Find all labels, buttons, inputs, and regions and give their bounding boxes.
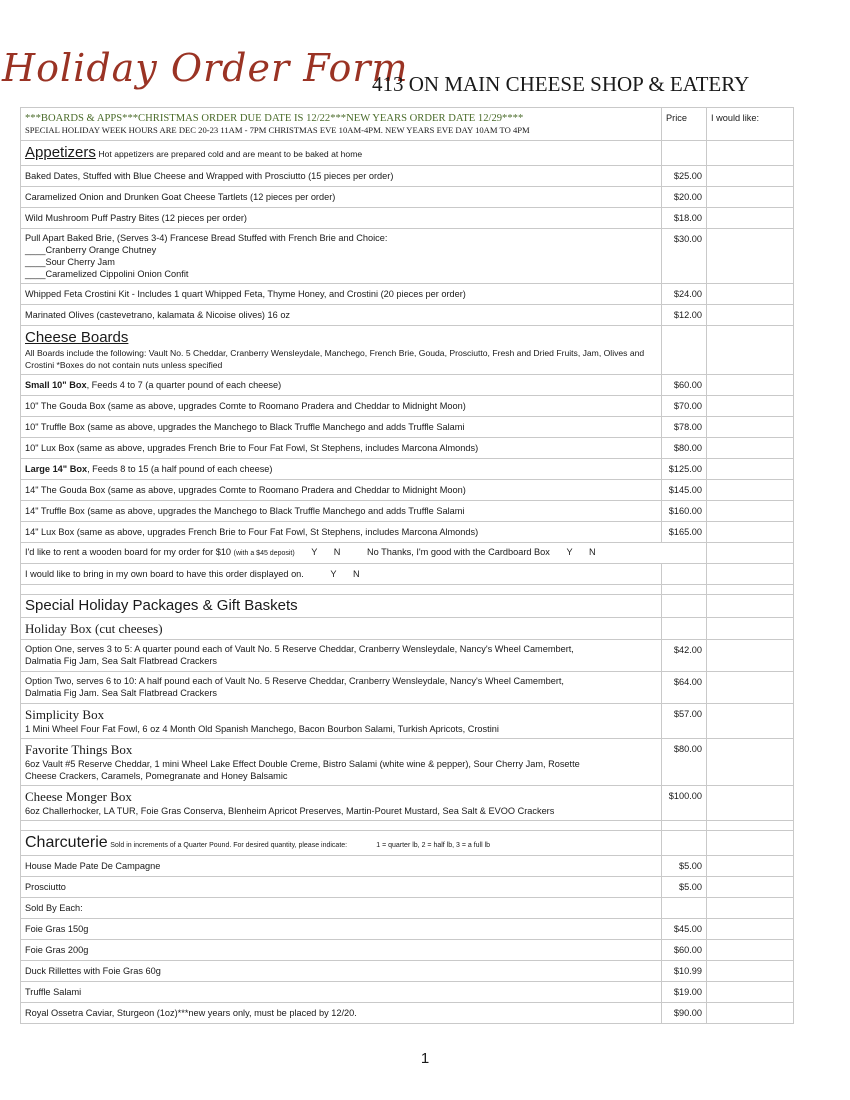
quantity-cell[interactable] [707,284,794,305]
own-board-text: I would like to bring in my own board to have this order displayed on. [25,569,304,579]
table-row [21,877,794,898]
item-price: $145.00 [662,480,707,501]
own-board-row [21,564,794,585]
holiday-box-header-row [21,618,794,640]
quantity-cell[interactable] [707,877,794,898]
item-desc: Marinated Olives (castevetrano, kalamata & Nicoise olives) 16 oz [21,305,662,326]
box-line: 6oz Vault #5 Reserve Cheddar, 1 mini Wheel Lake Effect Double Creme, Bistro Salami (white wine & pepper), Sour Cherry Jam, Rosette [25,759,580,769]
item-desc: Duck Rillettes with Foie Gras 60g [21,961,662,982]
table-row [21,898,794,919]
quantity-cell[interactable] [707,961,794,982]
banner-cell [21,108,662,141]
table-row [21,305,794,326]
table-row [21,704,794,739]
rent-yes-option[interactable]: Y [311,547,318,557]
item-desc: Royal Ossetra Caviar, Sturgeon (1oz)***new years only, must be placed by 12/20. [21,1003,662,1024]
small-box-detail: , Feeds 4 to 7 (a quarter pound of each cheese) [86,380,282,390]
item-price: $80.00 [662,438,707,459]
item-desc: Sold By Each: [21,898,662,919]
cheese-boards-title: Cheese Boards [25,329,129,346]
brie-desc [21,229,662,284]
banner-row [21,108,794,141]
spacer-row [21,585,794,595]
item-desc: 10" The Gouda Box (same as above, upgrades Comte to Roomano Pradera and Cheddar to Midnight Moon) [21,396,662,417]
own-yes-option[interactable]: Y [330,569,337,579]
quantity-cell[interactable] [707,564,794,585]
table-row [21,417,794,438]
item-desc: Whipped Feta Crostini Kit - Includes 1 quart Whipped Feta, Thyme Honey, and Crostini (20 pieces per order) [21,284,662,305]
item-price: $80.00 [662,739,707,786]
price-header: Price [662,108,707,141]
table-row [21,438,794,459]
table-row [21,396,794,417]
item-price: $5.00 [662,877,707,898]
quantity-cell[interactable] [707,417,794,438]
table-row [21,982,794,1003]
item-price: $18.00 [662,208,707,229]
item-price: $20.00 [662,187,707,208]
item-price: $57.00 [662,704,707,739]
box-title: Cheese Monger Box [25,789,132,804]
table-row [21,1003,794,1024]
quantity-cell[interactable] [707,982,794,1003]
spacer-row [21,821,794,831]
box-line: 1 Mini Wheel Four Fat Fowl, 6 oz 4 Month Old Spanish Manchego, Bacon Bourbon Salami, Turkish Apricots, Crostini [25,724,499,734]
page-number: 1 [420,1050,430,1067]
table-row [21,229,794,284]
quantity-cell[interactable] [707,940,794,961]
box-desc [21,739,662,786]
option-line: Dalmatia Fig Jam, Sea Salt Flatbread Crackers [25,656,217,666]
cardboard-yes-option[interactable]: Y [566,547,573,557]
quantity-cell[interactable] [707,543,794,564]
charcuterie-note: Sold in increments of a Quarter Pound. For desired quantity, please indicate: [110,842,348,849]
quantity-cell[interactable] [707,480,794,501]
item-price: $60.00 [662,375,707,396]
item-desc: 14" The Gouda Box (same as above, upgrades Comte to Roomano Pradera and Cheddar to Midnight Moon) [21,480,662,501]
item-price: $160.00 [662,501,707,522]
table-row [21,940,794,961]
item-desc: Wild Mushroom Puff Pastry Bites (12 pieces per order) [21,208,662,229]
item-desc: Truffle Salami [21,982,662,1003]
option-desc [21,640,662,672]
quantity-cell[interactable] [707,438,794,459]
option-line: Option Two, serves 6 to 10: A half pound each of Vault No. 5 Reserve Cheddar, Cranberry Wensleydale, Nancy's Wheel Camembert, [25,676,564,686]
item-desc: Baked Dates, Stuffed with Blue Cheese and Wrapped with Prosciutto (15 pieces per order) [21,166,662,187]
quantity-cell[interactable] [707,786,794,821]
packages-header-row [21,595,794,618]
table-row [21,856,794,877]
quantity-cell[interactable] [707,640,794,672]
quantity-cell[interactable] [707,704,794,739]
item-desc: 14" Truffle Box (same as above, upgrades the Manchego to Black Truffle Manchego and adds Truffle Salami [21,501,662,522]
large-box-name: Large 14" Box [25,464,88,474]
item-price: $19.00 [662,982,707,1003]
table-row [21,672,794,704]
brie-option: ____Caramelized Cippolini Onion Confit [25,269,189,279]
item-price: $90.00 [662,1003,707,1024]
item-price: $42.00 [662,640,707,672]
shop-name: 413 ON MAIN CHEESE SHOP & EATERY [372,72,750,96]
want-header: I would like: [707,108,794,141]
box-line: 6oz Challerhocker, LA TUR, Foie Gras Conserva, Blenheim Apricot Preserves, Martin-Pouret Mustard, Sea Salt & EVOO Crackers [25,806,555,816]
item-desc: 10" Truffle Box (same as above, upgrades the Manchego to Black Truffle Manchego and adds Truffle Salami [21,417,662,438]
item-price: $10.99 [662,961,707,982]
item-desc: Caramelized Onion and Drunken Goat Cheese Tartlets (12 pieces per order) [21,187,662,208]
table-row [21,786,794,821]
script-title: Holiday Order Form [2,46,409,90]
rent-no-option[interactable]: N [333,547,341,557]
table-row [21,919,794,940]
quantity-cell[interactable] [707,375,794,396]
quantity-cell[interactable] [707,739,794,786]
own-no-option[interactable]: N [352,569,360,579]
appetizers-header-row [21,141,794,166]
table-row [21,739,794,786]
table-row [21,375,794,396]
quantity-cell[interactable] [707,396,794,417]
option-desc [21,672,662,704]
item-desc: House Made Pate De Campagne [21,856,662,877]
table-row [21,187,794,208]
due-date-banner: ***BOARDS & APPS***CHRISTMAS ORDER DUE DATE IS 12/22***NEW YEARS ORDER DATE 12/29**** [25,113,524,124]
item-desc: Prosciutto [21,877,662,898]
packages-title: Special Holiday Packages & Gift Baskets [25,597,298,614]
quantity-scale: 1 = quarter lb, 2 = half lb, 3 = a full lb [376,842,491,849]
table-row [21,961,794,982]
brie-option: ____Cranberry Orange Chutney [25,245,157,255]
item-price: $25.00 [662,166,707,187]
cardboard-no-option[interactable]: N [588,547,596,557]
table-row [21,501,794,522]
quantity-cell[interactable] [707,856,794,877]
quantity-cell[interactable] [707,208,794,229]
item-desc: 10" Lux Box (same as above, upgrades French Brie to Four Fat Fowl, St Stephens, includes Marcona Almonds) [21,438,662,459]
table-row [21,208,794,229]
appetizers-note: Hot appetizers are prepared cold and are meant to be baked at home [98,149,363,159]
table-row [21,284,794,305]
table-row [21,522,794,543]
quantity-cell[interactable] [707,501,794,522]
table-row [21,480,794,501]
quantity-cell[interactable] [707,229,794,284]
no-thanks-text: No Thanks, I'm good with the Cardboard Box [367,547,550,557]
option-line: Dalmatia Fig Jam. Sea Salt Flatbread Crackers [25,688,217,698]
item-price [662,898,707,919]
item-price: $100.00 [662,786,707,821]
item-desc [21,375,662,396]
rent-board-text: I'd like to rent a wooden board for my order for $10 [25,547,232,557]
cheese-boards-header-row [21,326,794,375]
box-line: Cheese Crackers, Caramels, Pomegranate and Honey Balsamic [25,771,288,781]
hours-banner: SPECIAL HOLIDAY WEEK HOURS ARE DEC 20-23 11AM - 7PM CHRISTMAS EVE 10AM-4PM. NEW YEARS EVE DAY 10AM TO 4PM [25,125,530,135]
quantity-cell[interactable] [707,459,794,480]
table-row [21,640,794,672]
order-form-table [20,107,794,1024]
quantity-cell[interactable] [707,166,794,187]
quantity-cell[interactable] [707,305,794,326]
quantity-cell[interactable] [707,672,794,704]
quantity-cell[interactable] [707,1003,794,1024]
item-price: $12.00 [662,305,707,326]
brie-line: Pull Apart Baked Brie, (Serves 3-4) Francese Bread Stuffed with French Brie and Choice: [25,233,388,243]
item-price: $60.00 [662,940,707,961]
charcuterie-title: Charcuterie [25,834,108,851]
table-row [21,166,794,187]
large-box-detail: , Feeds 8 to 15 (a half pound of each cheese) [87,464,273,474]
option-line: Option One, serves 3 to 5: A quarter pound each of Vault No. 5 Reserve Cheddar, Cranberry Wensleydale, Nancy's Wheel Camembert, [25,644,574,654]
item-desc [21,459,662,480]
box-title: Simplicity Box [25,707,105,722]
item-price: $70.00 [662,396,707,417]
item-desc: Foie Gras 150g [21,919,662,940]
item-price: $78.00 [662,417,707,438]
small-box-name: Small 10" Box [25,380,87,390]
deposit-note: (with a $45 deposit) [233,550,295,557]
quantity-cell[interactable] [707,919,794,940]
rent-board-row [21,543,794,564]
item-price: $125.00 [662,459,707,480]
quantity-cell[interactable] [707,187,794,208]
item-price: $64.00 [662,672,707,704]
item-desc: Foie Gras 200g [21,940,662,961]
appetizers-title: Appetizers [25,144,96,161]
item-price: $24.00 [662,284,707,305]
item-price: $45.00 [662,919,707,940]
item-price: $165.00 [662,522,707,543]
charcuterie-header-row [21,831,794,856]
form-header [0,40,850,110]
box-desc [21,786,662,821]
quantity-cell[interactable] [707,522,794,543]
box-desc [21,704,662,739]
box-title: Favorite Things Box [25,742,133,757]
table-row [21,459,794,480]
quantity-cell[interactable] [707,898,794,919]
holiday-box-title: Holiday Box (cut cheeses) [25,620,163,636]
cheese-boards-note: All Boards include the following: Vault No. 5 Cheddar, Cranberry Wensleydale, Manchego, French Brie, Gouda, Prosciutto, Fresh and Dried Fruits, Jam, Olives and Crostini *Boxes do not contain nuts unless specified [25,348,645,370]
item-price: $30.00 [662,229,707,284]
item-price: $5.00 [662,856,707,877]
item-desc: 14" Lux Box (same as above, upgrades French Brie to Four Fat Fowl, St Stephens, includes Marcona Almonds) [21,522,662,543]
brie-option: ____Sour Cherry Jam [25,257,115,267]
